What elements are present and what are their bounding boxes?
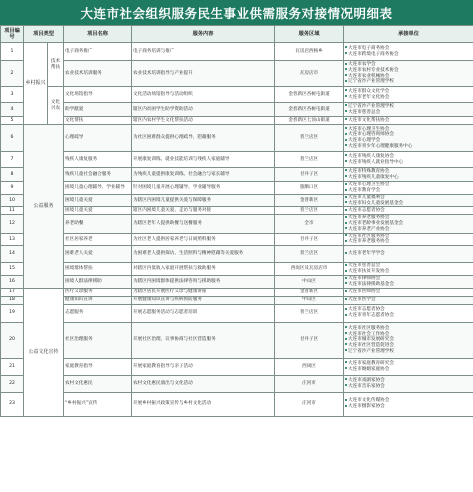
contractor-unit [345, 118, 472, 124]
bullet-icon [345, 234, 347, 236]
contractor-name: 大连市医师协会 [348, 289, 381, 295]
project-number: 16 [1, 276, 24, 288]
contractor-unit [345, 110, 472, 116]
service-content: 为辖区居民开展医疗义诊与健康讲座 [132, 288, 275, 296]
bullet-icon [345, 384, 347, 386]
contractor-name: 大连市农学会 [348, 62, 376, 68]
contractor-unit [345, 313, 472, 319]
contractor-name: 大连市戏剧家协会 [348, 377, 385, 383]
table-row [1, 358, 473, 375]
service-region: 普兰店区 [275, 152, 344, 168]
contractor-list [344, 195, 473, 207]
project-name: 志愿服务 [64, 304, 132, 322]
contractor-name: 大连市慈善总会 [348, 263, 381, 269]
project-category: 乡村振兴 [24, 43, 48, 125]
bullet-icon [345, 68, 347, 70]
contractor-unit [345, 289, 472, 295]
project-number: 3 [1, 87, 24, 103]
contractor-name: 大连市音乐家协会 [348, 383, 385, 389]
bullet-icon [345, 405, 347, 407]
bullet-icon [345, 63, 347, 65]
contractor-name: 大连市心理卫生协会 [348, 182, 390, 188]
bullet-icon [345, 118, 347, 120]
bullet-icon [345, 104, 347, 106]
table-row [1, 304, 473, 322]
project-number: 4 [1, 103, 24, 117]
service-content: 农业技术培训指导与产业提升 [132, 61, 275, 87]
bullet-icon [345, 290, 347, 292]
bullet-icon [345, 277, 347, 279]
contractor-name: 大连市跨境电子商务协会 [348, 51, 399, 57]
contractor-name: 大连市摄影家协会 [348, 404, 385, 410]
project-number: 2 [1, 61, 24, 87]
contractor-list [344, 168, 473, 182]
project-name: 电子商务推广 [64, 43, 132, 61]
project-name: 困难老人关爱 [64, 246, 132, 263]
service-region: 中山区 [275, 276, 344, 288]
project-number: 17 [1, 288, 24, 296]
contractor-name: 大连市青年志愿者协会 [348, 313, 394, 319]
service-content: 开展志愿服务活动与志愿者培训 [132, 304, 275, 322]
table-row [1, 233, 473, 245]
bullet-icon [345, 183, 347, 185]
project-name: 困境儿童心理辅导、学业辅导 [64, 182, 132, 195]
contractor-name: 大连市老年文化协会 [348, 94, 390, 100]
project-name: 社区居家养老 [64, 233, 132, 245]
contractor-list [344, 322, 473, 358]
table-row [1, 168, 473, 182]
bullet-icon [345, 74, 347, 76]
service-content: 辖区内贫困学生助学资助活动 [132, 103, 275, 117]
contractor-name: 大连市社区营造促进会 [348, 342, 394, 348]
contractor-unit [345, 251, 472, 257]
header-contractor: 承接单位 [344, 26, 473, 43]
bullet-icon [345, 282, 347, 284]
bullet-icon [345, 349, 347, 351]
contractor-unit [345, 52, 472, 58]
service-region: 金普新区杏树屯街道 [275, 103, 344, 117]
contractor-name: 大连市儿童福利会 [348, 195, 385, 200]
project-name: 社区治理服务 [64, 322, 132, 358]
project-number: 22 [1, 375, 24, 392]
contractor-name: 大连市心理咨询师协会 [348, 132, 394, 138]
bullet-icon [345, 154, 347, 156]
bullet-icon [345, 378, 347, 380]
contractor-name: 大连市医学会 [348, 297, 376, 303]
project-number: 23 [1, 392, 24, 416]
service-region: 庄河市 [275, 392, 344, 416]
bullet-icon [345, 95, 347, 97]
project-name: 助学献爱 [64, 103, 132, 117]
service-region: 甘井子区 [275, 168, 344, 182]
contractor-name: 大连市老年学学会 [348, 251, 385, 257]
table-row [1, 215, 473, 233]
bullet-icon [345, 80, 347, 82]
contractor-name: 大连市志愿者协会 [348, 307, 385, 313]
bullet-icon [345, 110, 347, 112]
bullet-icon [345, 264, 347, 266]
project-category: 公益服务 [24, 125, 64, 289]
bullet-icon [345, 52, 347, 54]
bullet-icon [345, 216, 347, 218]
service-content: 开展社区治理、议事协商与社区营造服务 [132, 322, 275, 358]
contractor-list [344, 246, 473, 263]
service-region: 普兰店区 [275, 304, 344, 322]
contractor-list [344, 215, 473, 233]
service-region: 金普新区杏树屯街道 [275, 87, 344, 103]
service-region: 瓦房店西杨乡 [275, 43, 344, 61]
service-content: 为社区老人提供居家养老与日间照料服务 [132, 233, 275, 245]
contractor-unit [345, 269, 472, 275]
table-row [1, 375, 473, 392]
title-bar [0, 0, 473, 25]
contractor-list [344, 263, 473, 276]
contractor-unit [345, 297, 472, 303]
contractor-name: 大连市律师协会 [348, 276, 381, 282]
contractor-list [344, 125, 473, 152]
project-name: 残疾人康复服务 [64, 152, 132, 168]
project-name: 农村文化惠民 [64, 375, 132, 392]
project-number: 6 [1, 125, 24, 152]
contractor-list [344, 375, 473, 392]
contractor-name: 大连市农村专业技术协会 [348, 67, 399, 73]
contractor-name: 辽宁省沙产业管理学校 [348, 79, 394, 85]
project-name: 困境群体帮扶 [64, 263, 132, 276]
table-row [1, 103, 473, 117]
project-number: 7 [1, 152, 24, 168]
contractor-name: 大连市残疾人康复协会 [348, 153, 394, 159]
service-region: 金普新区 [275, 195, 344, 207]
contractor-name: 大连市残疾儿童康复中心 [348, 174, 399, 180]
contractor-list [344, 296, 473, 304]
bullet-icon [345, 201, 347, 203]
contractor-unit [345, 144, 472, 150]
project-name: 残疾儿童社会融合服务 [64, 168, 132, 182]
contractor-list [344, 207, 473, 215]
project-name: 农业技术培训服务 [64, 61, 132, 87]
bullet-icon [345, 308, 347, 310]
contractor-unit [345, 282, 472, 288]
table-row [1, 322, 473, 358]
contractor-name: 大连市文化帮扶协会 [348, 117, 390, 123]
contractor-list [344, 288, 473, 296]
bullet-icon [345, 169, 347, 171]
service-content: 开展乡村振兴政策宣传与乡村文化活动 [132, 392, 275, 416]
bullet-icon [345, 314, 347, 316]
table-row [1, 125, 473, 152]
table-row [1, 117, 473, 125]
service-content: 开展康复训练、就业技能培训与残疾人家庭辅导 [132, 152, 275, 168]
service-region: 普兰店区 [275, 246, 344, 263]
contractor-name: 大连市城市发展研究会 [348, 337, 394, 343]
project-name: 困境儿童关爱 [64, 207, 132, 215]
contractor-name: 大连市特殊教育协会 [348, 168, 390, 174]
bullet-icon [345, 298, 347, 300]
bullet-icon [345, 89, 347, 91]
contractor-list [344, 103, 473, 117]
service-region: 瓦房店市 [275, 61, 344, 87]
contractor-unit [345, 227, 472, 233]
header-service-content: 服务内容 [132, 26, 275, 43]
project-number: 9 [1, 182, 24, 195]
project-number: 5 [1, 117, 24, 125]
bullet-icon [345, 361, 347, 363]
service-content: 为辖区内困境群体提供法律咨询与援助服务 [132, 276, 275, 288]
service-content: 为社区困难群众提供心理疏导、慰藉服务 [132, 125, 275, 152]
bullet-icon [345, 343, 347, 345]
table-container [0, 25, 473, 492]
table-row [1, 296, 473, 304]
contractor-list [344, 43, 473, 61]
header-row [1, 26, 473, 43]
service-region: 全市 [275, 215, 344, 233]
project-name: 健康知识宣讲 [64, 296, 132, 304]
contractor-name: 大连市文化传媒协会 [348, 398, 390, 404]
service-region: 金普新区 [275, 288, 344, 296]
service-content: 为辖区内困境儿童提供关爱与保障服务 [132, 195, 275, 207]
bullet-icon [345, 326, 347, 328]
contractor-list [344, 233, 473, 245]
bullet-icon [345, 332, 347, 334]
contractor-name: 大连市法律援助基金会 [348, 281, 394, 287]
service-region: 庄河市 [275, 375, 344, 392]
contractor-name: 大连市电子商务协会 [348, 45, 390, 51]
project-name: 文化帮扶 [64, 117, 132, 125]
contractor-name: 大连市群众文化学会 [348, 88, 390, 94]
contractor-name: 大连市养老服务协会 [348, 215, 390, 221]
bullet-icon [345, 144, 347, 146]
contractor-name: 大连市社区服务协会 [348, 325, 390, 331]
contractor-unit [345, 188, 472, 194]
table-row [1, 263, 473, 276]
contractor-unit [345, 384, 472, 390]
bullet-icon [345, 270, 347, 272]
contractor-name: 大连市农业机械协会 [348, 73, 390, 79]
service-region: 旅顺口区 [275, 182, 344, 195]
contractor-list [344, 182, 473, 195]
service-content: 农村文化惠民演出与文化活动 [132, 375, 275, 392]
service-region: 西岗区 [275, 358, 344, 375]
project-name: 困境儿童关爱 [64, 195, 132, 207]
project-subcategory: 技术帮扶 [48, 43, 64, 87]
bullet-icon [345, 160, 347, 162]
contractor-list [344, 392, 473, 416]
contractor-name: 大连市心理学会 [348, 138, 381, 143]
project-number: 12 [1, 215, 24, 233]
bullet-icon [345, 227, 347, 229]
table-row [1, 87, 473, 103]
contractor-list [344, 61, 473, 87]
contractor-unit [345, 208, 472, 214]
table-row [1, 276, 473, 288]
service-region: 普兰店区 [275, 207, 344, 215]
contractor-name: 大连市养老服务协会 [348, 239, 390, 245]
contractor-unit [345, 175, 472, 181]
project-name: 医疗义诊服务 [64, 288, 132, 296]
bullet-icon [345, 133, 347, 135]
service-content: 对辖区内低收入家庭开展帮扶与救助服务 [132, 263, 275, 276]
table-row [1, 43, 473, 61]
project-name: 养老助餐 [64, 215, 132, 233]
contractor-name: 大连市社会工作协会 [348, 331, 390, 337]
contractor-name: 大连市志愿者协会 [348, 208, 385, 214]
bullet-icon [345, 189, 347, 191]
contractor-name: 大连市家庭教育研究会 [348, 360, 394, 366]
project-category: 公益文化宣传 [24, 288, 64, 416]
service-region: 金普新区七顶山街道 [275, 117, 344, 125]
table-row [1, 61, 473, 87]
table-body [1, 43, 473, 417]
project-number: 8 [1, 168, 24, 182]
service-content: 为辖区老年人提供助餐与送餐服务 [132, 215, 275, 233]
project-name: 文化场馆指导 [64, 87, 132, 103]
contractor-name: 大连市妇女儿童发展基金会 [348, 200, 404, 206]
project-subcategory: 文化兴农 [48, 87, 64, 125]
contractor-list [344, 117, 473, 125]
service-content: 文化活动场馆指导与活动组织 [132, 87, 275, 103]
bullet-icon [345, 399, 347, 401]
contractor-list [344, 152, 473, 168]
service-content: 电子商务培训与推广 [132, 43, 275, 61]
bullet-icon [345, 209, 347, 211]
table-row [1, 246, 473, 263]
service-content: 辖区内困境儿童关爱、走访与服务对接 [132, 207, 275, 215]
header-project-name: 项目名称 [64, 26, 132, 43]
contractor-name: 大连市心理卫生协会 [348, 126, 390, 132]
bullet-icon [345, 338, 347, 340]
service-region: 普兰店区 [275, 125, 344, 152]
contractor-unit [345, 79, 472, 85]
project-name: “乡村振兴”宣传 [64, 392, 132, 416]
contractor-list [344, 87, 473, 103]
contractor-unit [345, 160, 472, 166]
bullet-icon [345, 175, 347, 177]
contractor-name: 辽宁省沙产业管理学校 [348, 103, 394, 109]
service-details-table [0, 25, 473, 417]
table-row [1, 182, 473, 195]
contractor-name: 大连市老龄事业发展基金会 [348, 221, 404, 227]
service-region: 中山区 [275, 296, 344, 304]
contractor-list [344, 358, 473, 375]
project-number: 13 [1, 233, 24, 245]
service-content: 开展健康知识宣讲与疾病预防服务 [132, 296, 275, 304]
project-number: 19 [1, 304, 24, 322]
table-row [1, 152, 473, 168]
header-project-type: 项目类型 [24, 26, 64, 43]
service-region: 西岗区及瓦房店市 [275, 263, 344, 276]
contractor-list [344, 276, 473, 288]
bullet-icon [345, 46, 347, 48]
contractor-name: 大连市慈善总会 [348, 109, 381, 115]
contractor-unit [345, 239, 472, 245]
project-number: 10 [1, 195, 24, 207]
project-number: 1 [1, 43, 24, 61]
contractor-name: 大连市养老产业协会 [348, 226, 390, 232]
bullet-icon [345, 252, 347, 254]
contractor-unit [345, 349, 472, 355]
project-number: 14 [1, 246, 24, 263]
service-content: 辖区内农村学生文化帮扶活动 [132, 117, 275, 125]
contractor-unit [345, 404, 472, 410]
contractor-unit [345, 201, 472, 207]
service-region: 甘井子区 [275, 233, 344, 245]
project-name: 困境人群法律援助 [64, 276, 132, 288]
contractor-name: 大连市社区服务协会 [348, 233, 390, 239]
service-region: 甘井子区 [275, 322, 344, 358]
contractor-unit [345, 367, 472, 373]
contractor-name: 大连市扶贫开发协会 [348, 269, 390, 275]
project-number: 20 [1, 322, 24, 358]
service-content: 开展家庭教育指导与亲子活动 [132, 358, 275, 375]
bullet-icon [345, 367, 347, 369]
bullet-icon [345, 240, 347, 242]
contractor-name: 辽宁省沙产业管理学校 [348, 348, 394, 354]
contractor-name: 大连市残疾人就业指导中心 [348, 159, 404, 165]
service-content: 为残疾儿童提供康复训练、社会融合与家长辅导 [132, 168, 275, 182]
header-project-no: 项目编号 [1, 26, 24, 43]
contractor-unit [345, 95, 472, 101]
bullet-icon [345, 196, 347, 198]
header-service-region: 服务区域 [275, 26, 344, 43]
bullet-icon [345, 139, 347, 141]
contractor-name: 大连市青少年心理健康服务中心 [348, 143, 413, 149]
table-row [1, 195, 473, 207]
project-number: 18 [1, 296, 24, 304]
table-row [1, 207, 473, 215]
contractor-name: 大连市教育学会 [348, 188, 381, 193]
table-row [1, 288, 473, 296]
bullet-icon [345, 222, 347, 224]
bullet-icon [345, 127, 347, 129]
service-content: 为困难老人提供探访、生活照料与精神慰藉等关爱服务 [132, 246, 275, 263]
project-number: 11 [1, 207, 24, 215]
project-name: 家庭教育指导 [64, 358, 132, 375]
table-row [1, 392, 473, 416]
contractor-list [344, 304, 473, 322]
project-number: 21 [1, 358, 24, 375]
project-name: 心理疏导 [64, 125, 132, 152]
service-content: 针对困境儿童开展心理辅导、学业辅导服务 [132, 182, 275, 195]
page-title: 大连市社会组织服务民生事业供需服务对接情况明细表 [80, 5, 393, 21]
project-number: 15 [1, 263, 24, 276]
contractor-name: 大连市婚姻家庭协会 [348, 366, 390, 372]
